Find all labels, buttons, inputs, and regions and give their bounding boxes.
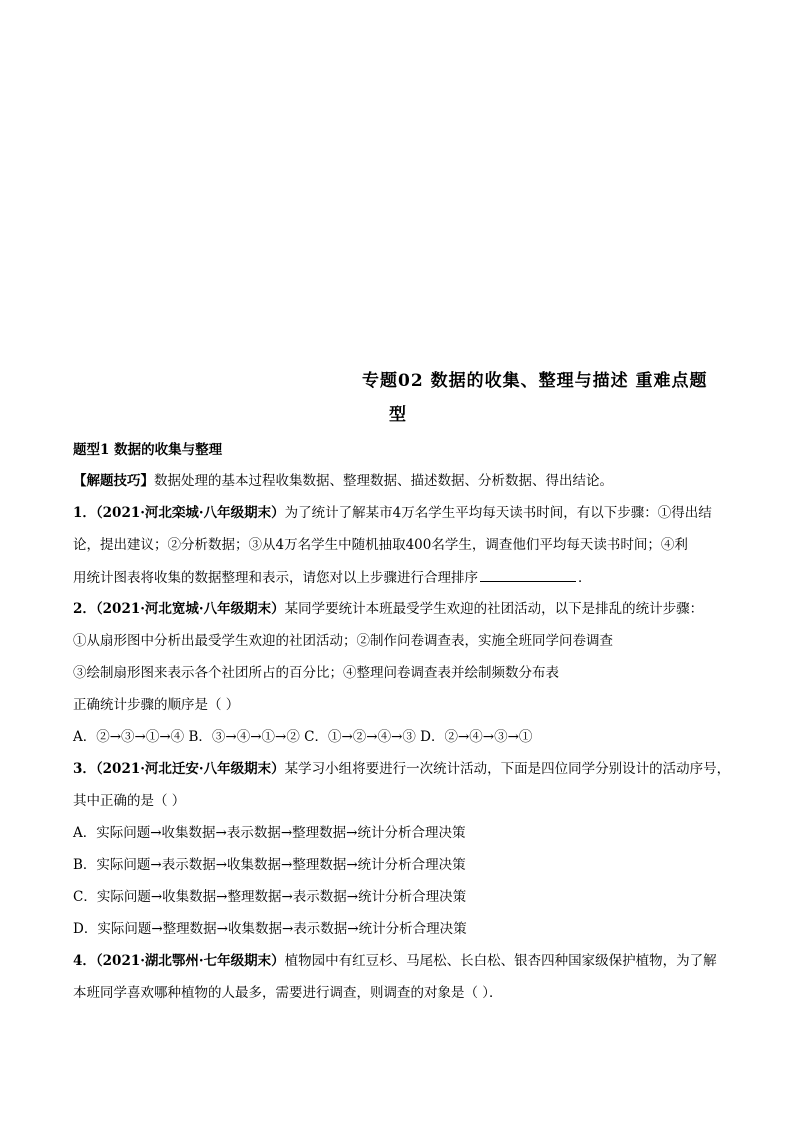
question-4 xyxy=(73,951,733,971)
section-heading: 题型1 数据的收集与整理 xyxy=(73,442,223,458)
question-source: （2021·河北宽城·八年级期末） xyxy=(95,601,285,617)
document-title: 专题02 数据的收集、整理与描述 重难点题 xyxy=(362,371,708,391)
question-3-option-a: A．实际问题→收集数据→表示数据→整理数据→统计分析合理决策 xyxy=(73,825,466,841)
answer-blank[interactable] xyxy=(480,567,576,582)
question-text: 用统计图表将收集的数据整理和表示，请您对以上步骤进行合理排序 xyxy=(73,570,478,586)
question-1 xyxy=(73,503,733,523)
question-text: 植物园中有红豆杉、马尾松、长白松、银杏四种国家级保护植物，为了解 xyxy=(284,953,717,969)
question-3-prompt: 其中正确的是（ ） xyxy=(73,793,186,809)
question-3-option-c: C．实际问题→收集数据→整理数据→表示数据→统计分析合理决策 xyxy=(73,889,467,905)
tip-text: 数据处理的基本过程收集数据、整理数据、描述数据、分析数据、得出结论。 xyxy=(154,473,613,489)
question-2-prompt: 正确统计步骤的顺序是（ ） xyxy=(73,697,240,713)
question-text: 为了统计了解某市4万名学生平均每天读书时间，有以下步骤：①得出结 xyxy=(284,505,712,521)
question-source: （2021·湖北鄂州·七年级期末） xyxy=(95,953,285,969)
question-1-line-2: 论，提出建议；②分析数据；③从4万名学生中随机抽取400名学生，调查他们平均每天读书时间；④利 xyxy=(73,537,688,553)
tip-label: 【解题技巧】 xyxy=(73,473,154,489)
question-4-line-2: 本班同学喜欢哪种植物的人最多，需要进行调查，则调查的对象是（ ）． xyxy=(73,985,503,1001)
question-2-step-line-1: ①从扇形图中分析出最受学生欢迎的社团活动；②制作问卷调查表，实施全班同学问卷调查 xyxy=(73,633,613,649)
document-title-continuation: 型 xyxy=(389,405,406,425)
question-number: 2． xyxy=(73,601,96,617)
question-end: ． xyxy=(578,570,592,586)
question-source: （2021·河北迁安·八年级期末） xyxy=(95,761,285,777)
question-text: 某学习小组将要进行一次统计活动，下面是四位同学分别设计的活动序号， xyxy=(284,761,731,777)
question-2 xyxy=(73,599,733,619)
question-1-line-3 xyxy=(73,567,733,588)
question-3-option-b: B．实际问题→表示数据→收集数据→整理数据→统计分析合理决策 xyxy=(73,857,466,873)
question-source: （2021·河北栾城·八年级期末） xyxy=(95,505,285,521)
question-3-option-d: D．实际问题→整理数据→收集数据→表示数据→统计分析合理决策 xyxy=(73,921,467,937)
solving-tip xyxy=(73,471,733,491)
question-2-step-line-2: ③绘制扇形图来表示各个社团所占的百分比；④整理问卷调查表并绘制频数分布表 xyxy=(73,665,559,681)
question-2-options: A．②→③→①→④ B．③→④→①→② C．①→②→④→③ D．②→④→③→① xyxy=(73,729,533,745)
question-number: 3． xyxy=(73,761,96,777)
question-number: 1． xyxy=(73,505,96,521)
question-number: 4． xyxy=(73,953,96,969)
question-text: 某同学要统计本班最受学生欢迎的社团活动，以下是排乱的统计步骤： xyxy=(284,601,704,617)
question-3 xyxy=(73,759,733,779)
